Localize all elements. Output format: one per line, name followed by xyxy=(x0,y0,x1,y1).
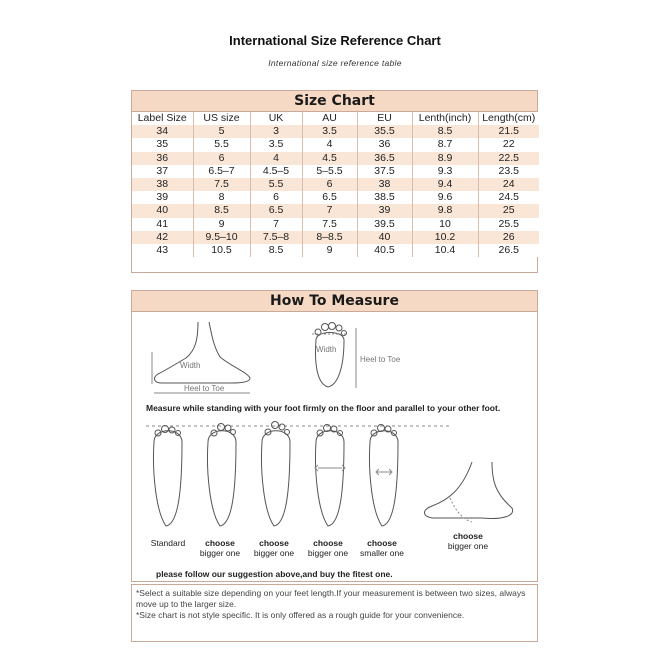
table-cell: 6.5 xyxy=(250,204,302,217)
table-cell: 6 xyxy=(302,178,357,191)
suggestion-text: please follow our suggestion above,and buy the fitest one. xyxy=(156,569,393,579)
table-row xyxy=(132,244,539,257)
table-cell: 43 xyxy=(132,244,193,257)
note-item: *Select a suitable size depending on your feet length.If your measurement is between two sizes, always move up to the larger size. xyxy=(136,588,526,609)
measure-instruction: Measure while standing with your foot firmly on the floor and parallel to your other foot. xyxy=(146,403,501,413)
size-table xyxy=(132,112,539,257)
table-cell: 40 xyxy=(357,231,412,244)
table-cell: 4.5–5 xyxy=(250,165,302,178)
table-row xyxy=(132,125,539,138)
table-cell: 39 xyxy=(132,191,193,204)
top-heel-label: Heel to Toe xyxy=(360,355,401,364)
table-cell: 4 xyxy=(302,138,357,151)
table-cell: 8.5 xyxy=(250,244,302,257)
table-cell: 22.5 xyxy=(478,152,539,165)
foot-high-arch-icon xyxy=(315,425,345,527)
table-cell: 3.5 xyxy=(302,125,357,138)
table-cell: 8.5 xyxy=(412,125,478,138)
table-cell: 6.5 xyxy=(302,191,357,204)
table-cell: 5–5.5 xyxy=(302,165,357,178)
table-cell: 36 xyxy=(132,152,193,165)
fit-caption-line1: choose xyxy=(259,538,289,548)
column-header: AU xyxy=(302,112,357,125)
table-cell: 10 xyxy=(412,218,478,231)
side-width-label: Width xyxy=(180,361,201,370)
table-cell: 9.6 xyxy=(412,191,478,204)
table-cell: 10.5 xyxy=(193,244,250,257)
table-cell: 9.4 xyxy=(412,178,478,191)
column-header: Label Size xyxy=(132,112,193,125)
fit-caption xyxy=(438,531,498,551)
top-width-label: Width xyxy=(316,345,337,354)
foot-wide-icon xyxy=(208,424,237,527)
side-foot-icon xyxy=(155,322,250,383)
fit-caption-line2: bigger one xyxy=(253,548,295,558)
page-subtitle: International size reference table xyxy=(268,58,402,68)
table-cell: 40 xyxy=(132,204,193,217)
column-header: Length(cm) xyxy=(478,112,539,125)
table-cell: 5.5 xyxy=(250,178,302,191)
table-row xyxy=(132,178,539,191)
note-item: *Size chart is not style specific. It is only offered as a rough guide for your convenience. xyxy=(136,610,465,620)
fit-caption-line1: choose xyxy=(453,531,483,541)
column-header: Lenth(inch) xyxy=(412,112,478,125)
table-cell: 8.7 xyxy=(412,138,478,151)
table-row xyxy=(132,138,539,151)
table-cell: 3.5 xyxy=(250,138,302,151)
table-cell: 36 xyxy=(357,138,412,151)
column-header: US size xyxy=(193,112,250,125)
fit-caption-line2: smaller one xyxy=(360,548,404,558)
fit-caption xyxy=(352,538,412,558)
table-cell: 9 xyxy=(193,218,250,231)
table-cell: 25.5 xyxy=(478,218,539,231)
table-cell: 10.4 xyxy=(412,244,478,257)
table-cell: 9.5–10 xyxy=(193,231,250,244)
table-cell: 37 xyxy=(132,165,193,178)
table-cell: 8.9 xyxy=(412,152,478,165)
table-cell: 10.2 xyxy=(412,231,478,244)
fit-caption-line2: bigger one xyxy=(199,548,241,558)
fit-caption-line2: bigger one xyxy=(307,548,349,558)
fit-caption xyxy=(298,538,358,558)
table-cell: 4.5 xyxy=(302,152,357,165)
table-cell: 41 xyxy=(132,218,193,231)
table-cell: 39 xyxy=(357,204,412,217)
table-cell: 8.5 xyxy=(193,204,250,217)
table-cell: 21.5 xyxy=(478,125,539,138)
column-header: EU xyxy=(357,112,412,125)
table-cell: 36.5 xyxy=(357,152,412,165)
table-row xyxy=(132,231,539,244)
fit-caption xyxy=(138,538,198,548)
table-cell: 35 xyxy=(132,138,193,151)
table-cell: 38.5 xyxy=(357,191,412,204)
table-cell: 38 xyxy=(357,178,412,191)
table-cell: 35.5 xyxy=(357,125,412,138)
size-table-body xyxy=(132,112,539,257)
table-cell: 6 xyxy=(250,191,302,204)
table-cell: 26.5 xyxy=(478,244,539,257)
column-header: UK xyxy=(250,112,302,125)
table-cell: 24 xyxy=(478,178,539,191)
fit-caption xyxy=(244,538,304,558)
notes-box xyxy=(131,584,538,642)
table-cell: 42 xyxy=(132,231,193,244)
how-to-measure-heading: How To Measure xyxy=(132,291,537,312)
table-cell: 7.5 xyxy=(302,218,357,231)
table-cell: 25 xyxy=(478,204,539,217)
table-cell: 9.8 xyxy=(412,204,478,217)
table-row xyxy=(132,191,539,204)
how-to-measure-panel xyxy=(131,290,538,582)
size-chart-heading: Size Chart xyxy=(132,91,537,112)
fit-caption-line2: bigger one xyxy=(447,541,489,551)
table-cell: 6.5–7 xyxy=(193,165,250,178)
table-header-row xyxy=(132,112,539,125)
table-row xyxy=(132,204,539,217)
table-cell: 26 xyxy=(478,231,539,244)
foot-narrow-icon xyxy=(370,425,399,527)
page-title: International Size Reference Chart xyxy=(229,33,441,48)
table-cell: 4 xyxy=(250,152,302,165)
table-cell: 7 xyxy=(302,204,357,217)
table-cell: 5 xyxy=(193,125,250,138)
foot-standard-icon xyxy=(154,426,183,527)
table-cell: 37.5 xyxy=(357,165,412,178)
fit-caption-line1: choose xyxy=(313,538,343,548)
top-foot-icon xyxy=(316,333,345,388)
table-cell: 7.5–8 xyxy=(250,231,302,244)
fit-caption xyxy=(190,538,250,558)
foot-instep-icon xyxy=(425,462,513,522)
table-cell: 9.3 xyxy=(412,165,478,178)
fit-caption-line1: choose xyxy=(367,538,397,548)
table-cell: 5.5 xyxy=(193,138,250,151)
fit-caption-line1: Standard xyxy=(150,538,186,548)
table-cell: 8–8.5 xyxy=(302,231,357,244)
table-cell: 7.5 xyxy=(193,178,250,191)
table-cell: 38 xyxy=(132,178,193,191)
side-heel-label: Heel to Toe xyxy=(184,384,225,393)
size-chart xyxy=(131,90,538,273)
table-cell: 39.5 xyxy=(357,218,412,231)
table-cell: 23.5 xyxy=(478,165,539,178)
table-cell: 22 xyxy=(478,138,539,151)
table-cell: 40.5 xyxy=(357,244,412,257)
table-row xyxy=(132,165,539,178)
fit-caption-line1: choose xyxy=(205,538,235,548)
foot-long-toe-icon xyxy=(262,422,291,527)
table-cell: 8 xyxy=(193,191,250,204)
table-cell: 7 xyxy=(250,218,302,231)
table-row xyxy=(132,218,539,231)
table-row xyxy=(132,152,539,165)
table-cell: 24.5 xyxy=(478,191,539,204)
table-cell: 9 xyxy=(302,244,357,257)
table-cell: 6 xyxy=(193,152,250,165)
table-cell: 3 xyxy=(250,125,302,138)
table-cell: 34 xyxy=(132,125,193,138)
